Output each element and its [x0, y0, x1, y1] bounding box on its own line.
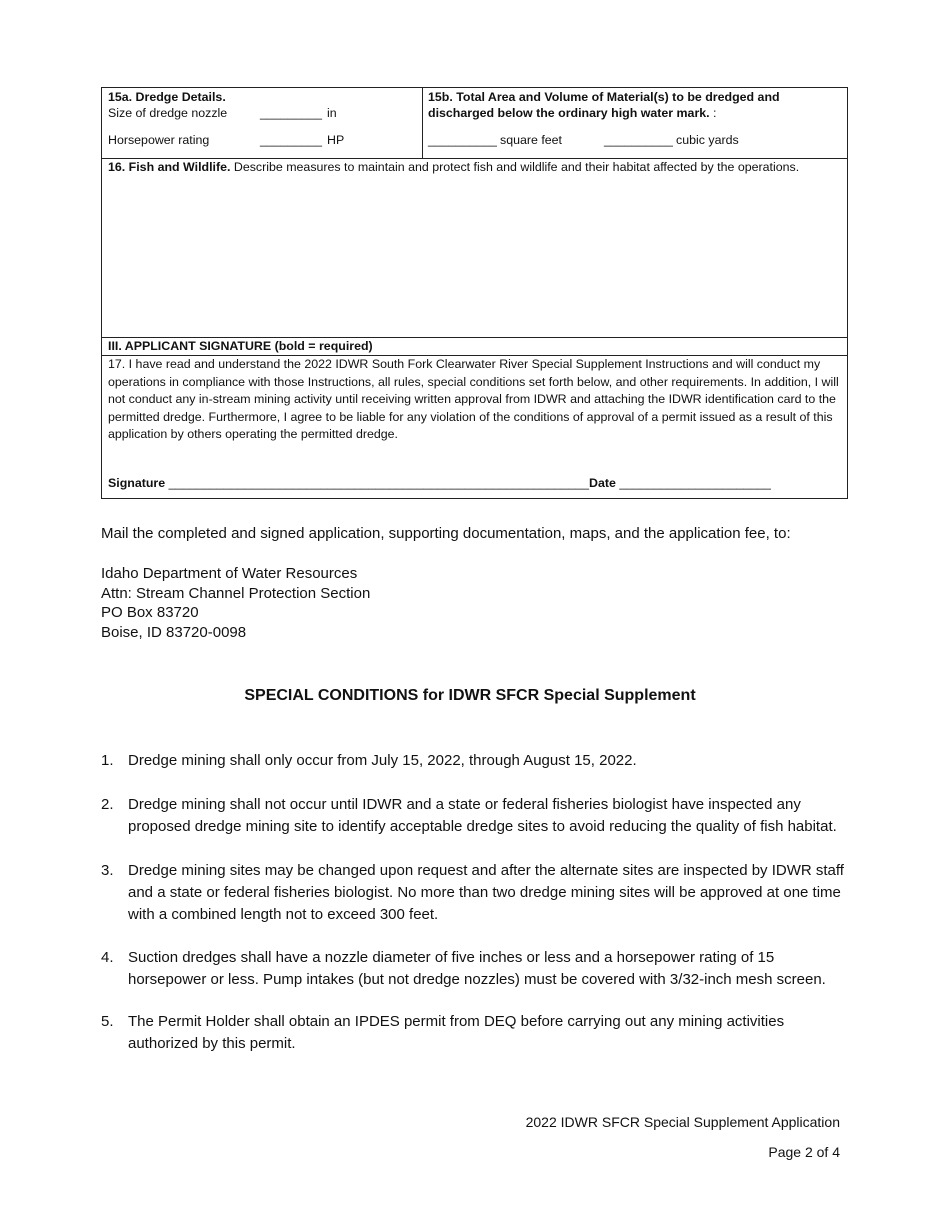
mail-instruction: Mail the completed and signed application, supporting documentation, maps, and the application fee, to:	[101, 525, 791, 542]
q15a-nozzle-unit: in	[327, 106, 337, 120]
signature-label: Signature	[108, 476, 166, 490]
date-label: Date	[589, 476, 616, 490]
condition-text: Suction dredges shall have a nozzle diameter of five inches or less and a horsepower rating of 15 horsepower or less. Pump intakes (but not dredge nozzles) must be covered with 3/32-inch mesh screen.	[128, 949, 826, 988]
q15b-area-field[interactable]: __________	[428, 133, 497, 147]
q15a-title: 15a. Dredge Details.	[108, 90, 226, 104]
q15b-area-unit: square feet	[500, 133, 562, 147]
condition-number: 5.	[101, 1013, 114, 1030]
condition-number: 1.	[101, 752, 114, 769]
q16-title: 16. Fish and Wildlife.	[108, 160, 231, 174]
q15b-title-line2-text: discharged below the ordinary high water mark.	[428, 106, 710, 120]
q15b-volume-unit: cubic yards	[676, 133, 739, 147]
section3-title: III. APPLICANT SIGNATURE (bold = required)	[108, 339, 373, 353]
signature-row	[108, 475, 589, 492]
date-row	[589, 475, 771, 492]
mail-address-line: Idaho Department of Water Resources	[101, 565, 358, 582]
q15b-title-line2	[428, 105, 717, 122]
condition-text: The Permit Holder shall obtain an IPDES permit from DEQ before carrying out any mining activities authorized by this permit.	[128, 1013, 785, 1052]
mail-address-line: Attn: Stream Channel Protection Section	[101, 585, 371, 602]
q16-text: Describe measures to maintain and protect fish and wildlife and their habitat affected by the operations.	[230, 160, 800, 174]
footer-doc-title: 2022 IDWR SFCR Special Supplement Application	[525, 1114, 840, 1130]
condition-number: 2.	[101, 796, 114, 813]
q16-prompt	[108, 159, 799, 176]
condition-text: Dredge mining sites may be changed upon request and after the alternate sites are inspected by IDWR staff and a state or federal fisheries biologist. No more than two dredge mining sites will be approved at one time with a combined length not to exceed 300 feet.	[128, 862, 844, 923]
condition-text: Dredge mining shall not occur until IDWR and a state or federal fisheries biologist have inspected any proposed dredge mining site to identify acceptable dredge sites to avoid reducing the quality of fish habitat.	[128, 796, 837, 835]
condition-number: 3.	[101, 862, 114, 879]
application-form-table	[101, 87, 848, 499]
special-conditions-title: SPECIAL CONDITIONS for IDWR SFCR Special Supplement	[244, 687, 696, 704]
q15a-hp-unit: HP	[327, 133, 345, 147]
q15a-nozzle-field[interactable]: _________	[260, 106, 323, 120]
mail-address-line: Boise, ID 83720-0098	[101, 624, 247, 641]
q16-answer-area[interactable]	[103, 178, 846, 334]
q15b-title-line1: 15b. Total Area and Volume of Material(s) to be dredged and	[428, 90, 780, 104]
condition-number: 4.	[101, 949, 114, 966]
mail-address-line: PO Box 83720	[101, 604, 199, 621]
q17-statement: 17. I have read and understand the 2022 IDWR South Fork Clearwater River Special Supplement Instructions and will conduct my operations in compliance with those Instructions, all rules, special conditions set forth below, and other requirements. In addition, I will not conduct any in-stream mining activity until receiving written approval from IDWR and attaching the IDWR identification card to the permitted dredge. Furthermore, I agree to be liable for any violation of the conditions of approval of a permit issued as a result of this application by others operating the permitted dredge.	[108, 357, 839, 441]
footer-page-number: Page 2 of 4	[768, 1144, 840, 1160]
date-field[interactable]: ______________________	[619, 476, 771, 490]
q15a-hp-field[interactable]: _________	[260, 133, 323, 147]
condition-text: Dredge mining shall only occur from July 15, 2022, through August 15, 2022.	[128, 752, 637, 769]
q15b-title-suffix: :	[709, 106, 717, 120]
q15b-volume-field[interactable]: __________	[604, 133, 673, 147]
signature-field[interactable]: _____________________________________________________________	[168, 476, 589, 490]
q15a-nozzle-label: Size of dredge nozzle	[108, 106, 228, 120]
q15a-hp-label: Horsepower rating	[108, 133, 210, 147]
column-divider	[422, 88, 423, 158]
